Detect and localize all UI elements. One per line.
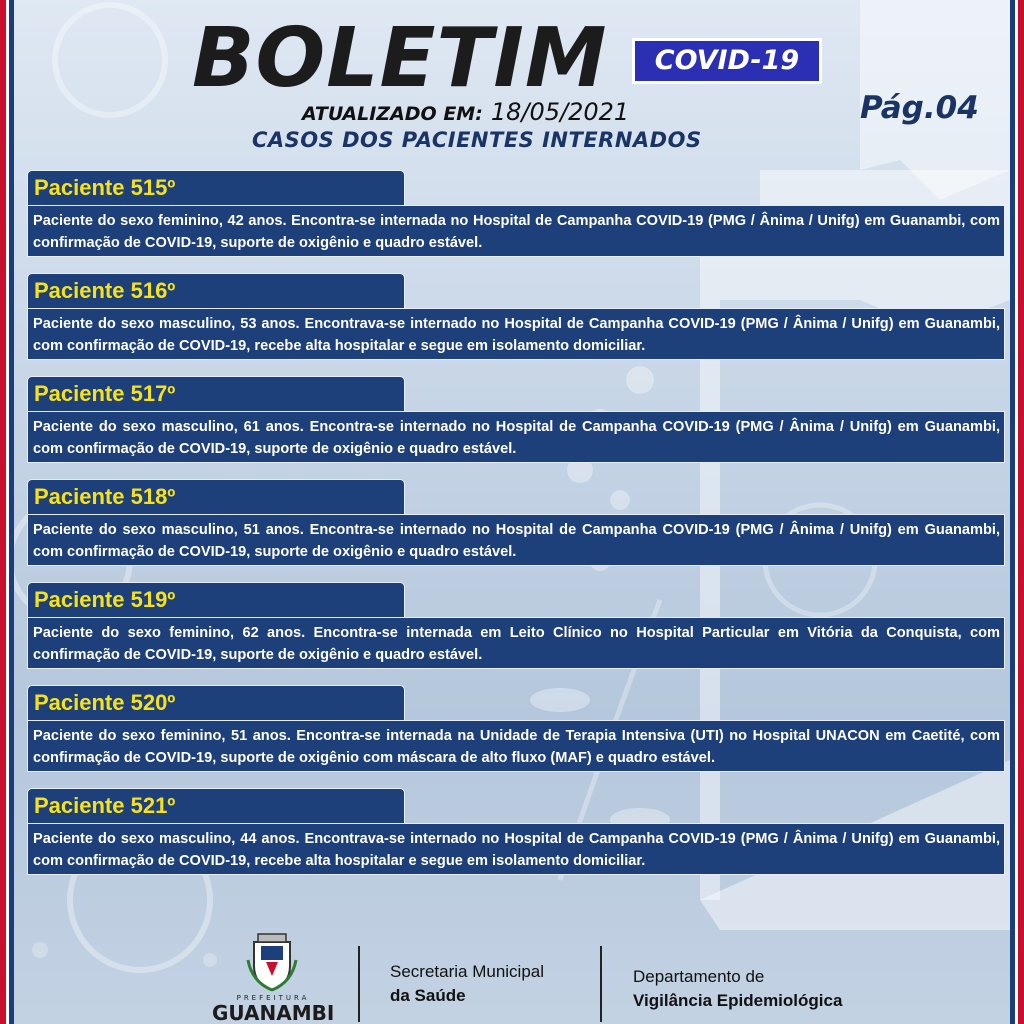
patient-card [27,479,1005,582]
patient-card [27,582,1005,685]
footer-divider [600,946,602,1022]
patient-card [27,376,1005,479]
patient-description: Paciente do sexo masculino, 61 anos. Encontra-se internado no Hospital de Campanha COVID-19 (PMG / Ânima / Unifg) em Guanambi, com confirmação de COVID-19, suporte de oxigênio e quadro estável. [27,411,1005,463]
updated-line [302,98,629,126]
patient-title: Paciente 515º [27,170,405,206]
frame-left-border [0,0,14,1024]
patient-title: Paciente 516º [27,273,405,309]
patient-card [27,685,1005,788]
section-subtitle: CASOS DOS PACIENTES INTERNADOS [252,128,702,152]
patient-description: Paciente do sexo masculino, 44 anos. Encontrava-se internado no Hospital de Campanha COVID-19 (PMG / Ânima / Unifg) em Guanambi, com confirmação de COVID-19, recebe alta hospitalar e segue em isolamento domiciliar. [27,823,1005,875]
patient-description: Paciente do sexo feminino, 51 anos. Encontra-se internada na Unidade de Terapia Intensiva (UTI) no Hospital UNACON em Caetité, com confirmação de COVID-19, suporte de oxigênio com máscara de alto fluxo (MAF) e quadro estável. [27,720,1005,772]
page-number: Pág.04 [860,90,979,126]
logo-city-name: GUANAMBI [212,1001,335,1024]
guanambi-coat-of-arms-icon [244,932,300,994]
epidemiology-department [633,965,842,1013]
bulletin-title: BOLETIM [192,11,608,106]
footer [0,928,1024,1024]
patient-description: Paciente do sexo masculino, 51 anos. Encontra-se internado no Hospital de Campanha COVID-19 (PMG / Ânima / Unifg) em Guanambi, com confirmação de COVID-19, suporte de oxigênio e quadro estável. [27,514,1005,566]
health-secretariat [390,960,544,1008]
frame-right-border [1010,0,1024,1024]
patient-title: Paciente 520º [27,685,405,721]
patient-title: Paciente 519º [27,582,405,618]
patient-card [27,170,1005,273]
patient-description: Paciente do sexo feminino, 62 anos. Encontra-se internada em Leito Clínico no Hospital Particular em Vitória da Conquista, com confirmação de COVID-19, suporte de oxigênio e quadro estável. [27,617,1005,669]
health-secretariat-line2: da Saúde [390,986,466,1005]
patient-title: Paciente 518º [27,479,405,515]
patient-card [27,273,1005,376]
patient-description: Paciente do sexo feminino, 42 anos. Encontra-se internada no Hospital de Campanha COVID-19 (PMG / Ânima / Unifg) em Guanambi, com confirmação de COVID-19, suporte de oxigênio e quadro estável. [27,205,1005,257]
patient-title: Paciente 521º [27,788,405,824]
patient-title: Paciente 517º [27,376,405,412]
footer-divider [358,946,360,1022]
logo-prefeitura-text: PREFEITURA [236,994,310,1002]
epidemiology-department-line1: Departamento de [633,967,765,986]
health-secretariat-line1: Secretaria Municipal [390,962,545,981]
covid-badge-label: COVID-19 [635,41,819,81]
updated-date: 18/05/2021 [490,98,630,126]
patient-card [27,788,1005,891]
epidemiology-department-line2: Vigilância Epidemiológica [633,991,843,1010]
covid-badge [632,38,822,84]
patient-list [27,170,1005,891]
patient-description: Paciente do sexo masculino, 53 anos. Encontrava-se internado no Hospital de Campanha COVID-19 (PMG / Ânima / Unifg) em Guanambi, com confirmação de COVID-19, recebe alta hospitalar e segue em isolamento domiciliar. [27,308,1005,360]
updated-label: ATUALIZADO EM: [302,103,483,125]
